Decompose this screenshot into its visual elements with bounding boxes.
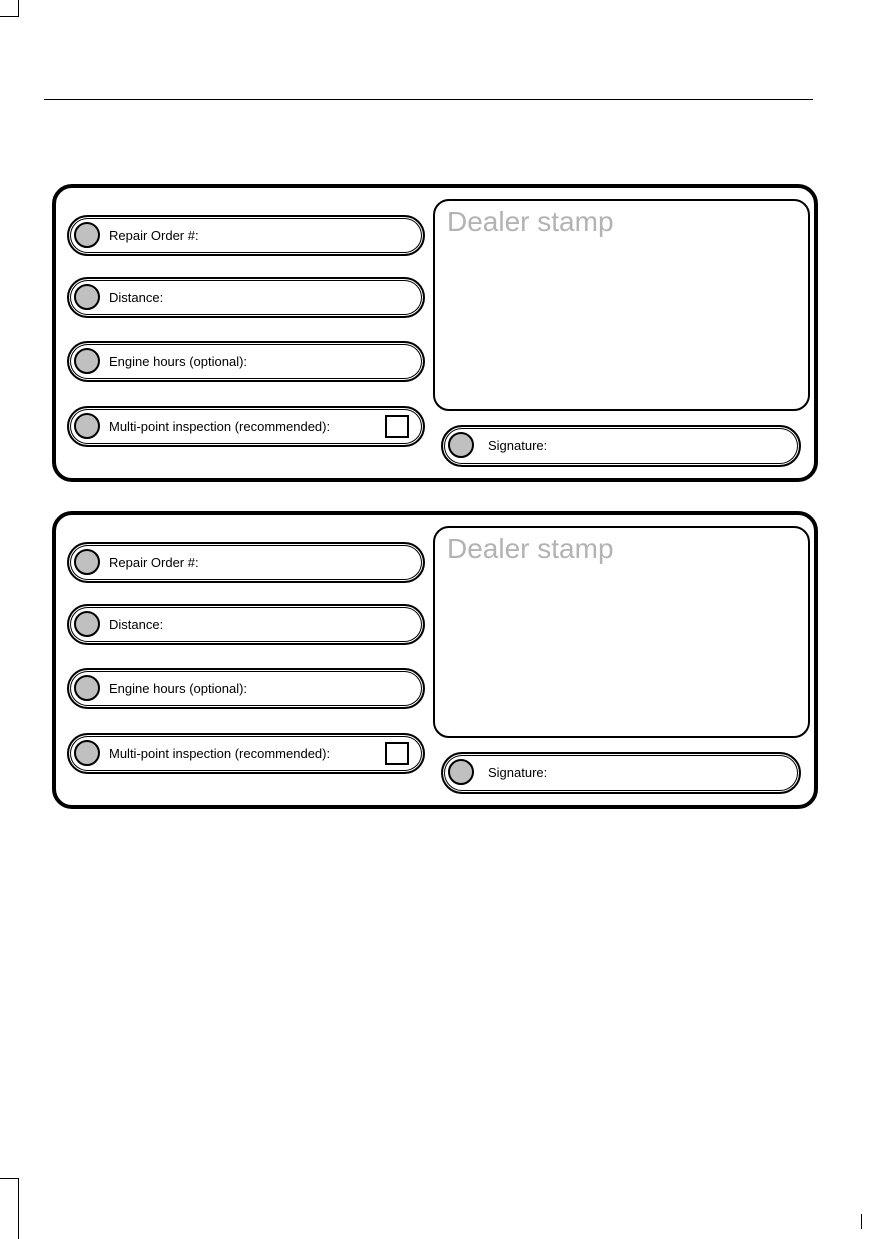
- multi-point-inspection-field: [67, 406, 425, 447]
- dealer-stamp-box: [433, 199, 810, 411]
- service-record-card: [52, 511, 818, 809]
- circle-bullet-icon: [448, 759, 474, 785]
- multi-point-inspection-label: Multi-point inspection (recommended):: [109, 419, 331, 434]
- circle-bullet-icon: [74, 222, 100, 248]
- crop-mark-bottom-left: [0, 1178, 19, 1239]
- distance-label: Distance:: [109, 290, 164, 305]
- header-rule: [44, 99, 813, 100]
- repair-order-label: Repair Order #:: [109, 228, 199, 243]
- circle-bullet-icon: [74, 413, 100, 439]
- distance-field[interactable]: [67, 604, 425, 645]
- distance-label: Distance:: [109, 617, 164, 632]
- circle-bullet-icon: [448, 432, 474, 458]
- circle-bullet-icon: [74, 549, 100, 575]
- signature-label: Signature:: [488, 765, 548, 780]
- repair-order-label: Repair Order #:: [109, 555, 199, 570]
- circle-bullet-icon: [74, 284, 100, 310]
- inspection-checkbox[interactable]: [385, 742, 409, 765]
- repair-order-field[interactable]: [67, 542, 425, 583]
- signature-label: Signature:: [488, 438, 548, 453]
- distance-field[interactable]: [67, 277, 425, 318]
- multi-point-inspection-field: [67, 733, 425, 774]
- engine-hours-field[interactable]: [67, 341, 425, 382]
- crop-mark-top-left: [0, 0, 19, 17]
- repair-order-field[interactable]: [67, 215, 425, 256]
- service-record-card: [52, 184, 818, 482]
- dealer-stamp-label: Dealer stamp: [447, 206, 614, 237]
- multi-point-inspection-label: Multi-point inspection (recommended):: [109, 746, 331, 761]
- inspection-checkbox[interactable]: [385, 415, 409, 438]
- dealer-stamp-box: [433, 526, 810, 738]
- circle-bullet-icon: [74, 675, 100, 701]
- engine-hours-label: Engine hours (optional):: [109, 681, 248, 696]
- circle-bullet-icon: [74, 611, 100, 637]
- crop-mark-bottom-right: [861, 1214, 862, 1229]
- signature-field[interactable]: [441, 752, 801, 794]
- signature-field[interactable]: [441, 425, 801, 467]
- circle-bullet-icon: [74, 740, 100, 766]
- engine-hours-field[interactable]: [67, 668, 425, 709]
- dealer-stamp-label: Dealer stamp: [447, 533, 614, 564]
- engine-hours-label: Engine hours (optional):: [109, 354, 248, 369]
- circle-bullet-icon: [74, 348, 100, 374]
